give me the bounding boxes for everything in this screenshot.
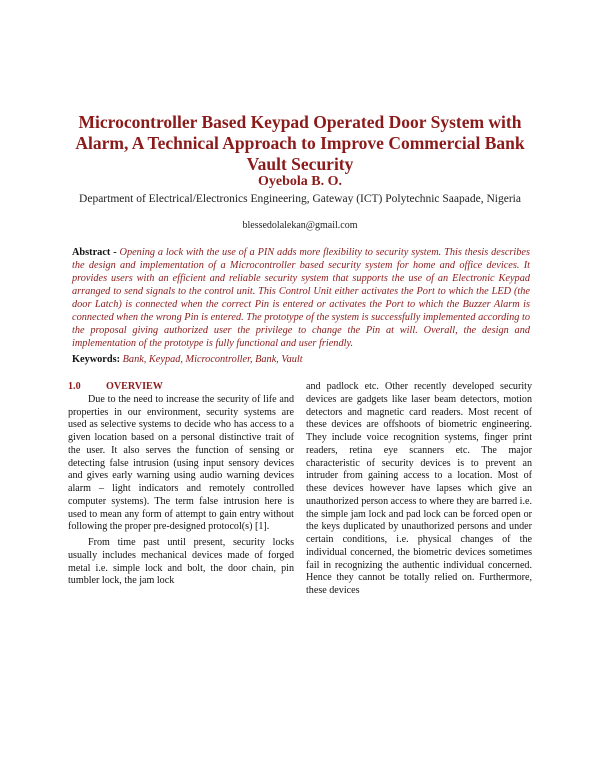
keywords-label: Keywords: [72, 354, 121, 365]
abstract [72, 246, 530, 350]
body-paragraph: From time past until present, security locks usually includes mechanical devices made of forged metal i.e. simple lock and bolt, the door chain, pin tumbler lock, the jam lock [68, 537, 294, 587]
abstract-text: Opening a lock with the use of a PIN adds more flexibility to security system. This thesis describes the design and implementation of a Microcontroller based security system for home and office devices. It provides users with an efficient and reliable security system that supports the use of an Electronic Keypad arranged to send signals to the control unit. This Control Unit either activates the Port to which the LED (the door Latch) is connected when the correct Pin is entered or activates the Port to which the Buzzer Alarm is connected when the wrong Pin is entered. The prototype of the system is successfully implemented according to the proposal giving authorized user the privilege to change the Pin at will. Overall, the design and implementation of the prototype is fully functional and user friendly. [72, 247, 531, 349]
section-heading [68, 381, 294, 394]
body-paragraph: and padlock etc. Other recently developed security devices are gadgets like laser beam detectors, motion detectors and magnetic card readers. Most recent of these devices are offshoots of biometric engineering. They include voice recognition systems, finger print readers, retina eye scanners etc. The major characteristic of security devices is to prevent an intruder from gaining access to a location. Most of these devices however have lapses which give an unauthorized person access to where they are barred i.e. the simple jam lock and pad lock can be forced open or the keys duplicated by unauthorized persons and under certain conditions, i.e. physical changes of the individual concerned, the biometric devices sometimes fail in recognizing the authentic individual concerned. Hence they cannot be totally relied on. Furthermore, these devices [306, 381, 532, 596]
author-name: Oyebola B. O. [257, 174, 342, 189]
body-paragraph: Due to the need to increase the security of life and properties in our environment, security systems are used as selective systems to decide who has access to a given location based on a personal distinctive trait of the user. It also serves the function of sensing or detecting false intrusion (using input sensory devices and gives early warning using audio warning devices alarm – light indicators and remotely controlled computer systems). The term false intrusion here is used to mean any form of attempt to gain entry without following the proper pre-designed protocol(s) [1]. [68, 393, 294, 533]
section-title: OVERVIEW [106, 381, 163, 392]
author-email: blessedolalekan@gmail.com [242, 220, 358, 231]
section-number: 1.0 [68, 381, 81, 392]
paper-title: Microcontroller Based Keypad Operated Door System with Alarm, A Technical Approach to Improve Commercial Bank Vault Security [75, 112, 525, 174]
keywords-text: Bank, Keypad, Microcontroller, Bank, Vault [122, 354, 303, 365]
keywords [72, 353, 530, 366]
author-affiliation: Department of Electrical/Electronics Engineering, Gateway (ICT) Polytechnic Saapade, Nigeria [79, 193, 521, 205]
abstract-label: Abstract - [72, 247, 117, 258]
right-column [306, 381, 532, 598]
left-column [68, 381, 294, 588]
